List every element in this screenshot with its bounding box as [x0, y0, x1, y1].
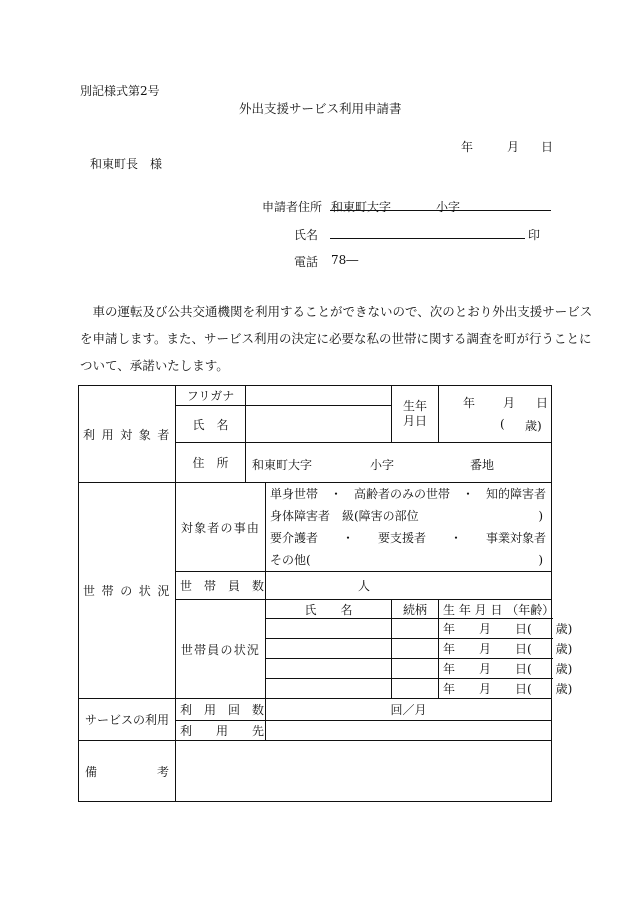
member-birth-cell[interactable]: 年 月 日( 歳) [439, 659, 552, 679]
name-label: 氏 名 [176, 406, 246, 443]
reason-label: 対象者の事由 [176, 483, 266, 572]
seal-mark: 印 [528, 228, 541, 242]
address-label: 住 所 [176, 443, 246, 483]
paragraph-line-2: を申請します。また、サービス利用の決定に必要な私の世帯に関する調査を町が行うことに [80, 331, 592, 346]
reason-line-1[interactable]: 単身世帯 ・ 高齢者のみの世帯 ・ 知的障害者 [270, 487, 547, 501]
remarks-field[interactable] [176, 741, 552, 802]
address-koaza: 小字 [370, 457, 395, 472]
birth-year: 年 [463, 396, 476, 410]
member-name-cell[interactable] [266, 619, 392, 639]
applicant-name-label: 氏名 [294, 228, 319, 242]
member-relation-cell[interactable] [392, 659, 439, 679]
service-section-label: サービスの利用 [79, 699, 176, 741]
col-relation-header: 続柄 [392, 600, 439, 619]
member-name-cell[interactable] [266, 679, 392, 699]
address-banchi: 番地 [470, 457, 495, 472]
member-name-cell[interactable] [266, 639, 392, 659]
furigana-field[interactable] [246, 386, 392, 406]
member-relation-cell[interactable] [392, 619, 439, 639]
reason-line-2[interactable]: 身体障害者 級(障害の部位 [270, 509, 419, 523]
destination-label: 利 用 先 [176, 721, 266, 741]
member-status-label: 世帯員の状況 [176, 600, 266, 699]
member-birth-cell[interactable]: 年 月 日( 歳) [439, 639, 552, 659]
paragraph-line-1: 車の運転及び公共交通機関を利用することができないので、次のとおり外出支援サービス [80, 304, 593, 319]
applicant-address-value[interactable]: 和東町大字 [331, 200, 392, 214]
member-relation-cell[interactable] [392, 679, 439, 699]
applicant-phone-value[interactable]: 78― [331, 253, 359, 267]
usage-count-field[interactable] [266, 699, 552, 721]
addressee: 和東町長 様 [90, 157, 163, 171]
destination-field[interactable] [266, 721, 552, 741]
date-year: 年 [461, 140, 474, 154]
birth-month: 月 [503, 396, 516, 410]
reason-close-paren-2: ) [538, 553, 543, 567]
applicant-address-label: 申請者住所 [262, 200, 323, 214]
member-birth-cell[interactable]: 年 月 日( 歳) [439, 679, 552, 699]
members-unit: 人 [358, 579, 371, 593]
age-close: 歳) [525, 419, 542, 433]
reason-close-paren-1: ) [538, 509, 543, 523]
date-day: 日 [541, 140, 554, 154]
usage-count-unit: 回／月 [390, 703, 427, 717]
form-number: 別記様式第2号 [80, 84, 160, 98]
applicant-address-koaza[interactable]: 小字 [436, 200, 461, 214]
birth-label: 生年月日 [392, 386, 439, 443]
form-title: 外出支援サービス利用申請書 [239, 101, 402, 116]
date-month: 月 [507, 140, 520, 154]
name-underline[interactable] [330, 238, 525, 239]
col-birth-header: 生 年 月 日 （年齢） [439, 600, 552, 619]
birth-field[interactable] [439, 386, 552, 443]
applicant-phone-label: 電話 [294, 255, 319, 269]
members-count-label: 世 帯 員 数 [176, 572, 266, 600]
name-field[interactable] [246, 406, 392, 443]
member-birth-cell[interactable]: 年 月 日( 歳) [439, 619, 552, 639]
col-name-header: 氏 名 [266, 600, 392, 619]
address-aza: 和東町大字 [252, 457, 313, 472]
age-open: ( [500, 417, 505, 431]
furigana-label: フリガナ [176, 386, 246, 406]
paragraph-line-3: ついて、承諾いたします。 [80, 358, 229, 373]
address-underline [330, 210, 551, 211]
target-section-label: 利用対象者 [79, 386, 176, 483]
member-name-cell[interactable] [266, 659, 392, 679]
application-table [78, 385, 573, 802]
remarks-label: 備 考 [79, 741, 176, 802]
birth-day: 日 [536, 396, 549, 410]
address-field[interactable] [246, 443, 552, 483]
household-section-label: 世帯の状況 [79, 483, 176, 699]
members-count-field[interactable] [266, 572, 552, 600]
reason-line-3[interactable]: 要介護者 ・ 要支援者 ・ 事業対象者 [270, 531, 547, 545]
reason-options [266, 483, 552, 572]
member-relation-cell[interactable] [392, 639, 439, 659]
usage-count-label: 利 用 回 数 [176, 699, 266, 721]
reason-line-4[interactable]: その他( [270, 553, 311, 567]
